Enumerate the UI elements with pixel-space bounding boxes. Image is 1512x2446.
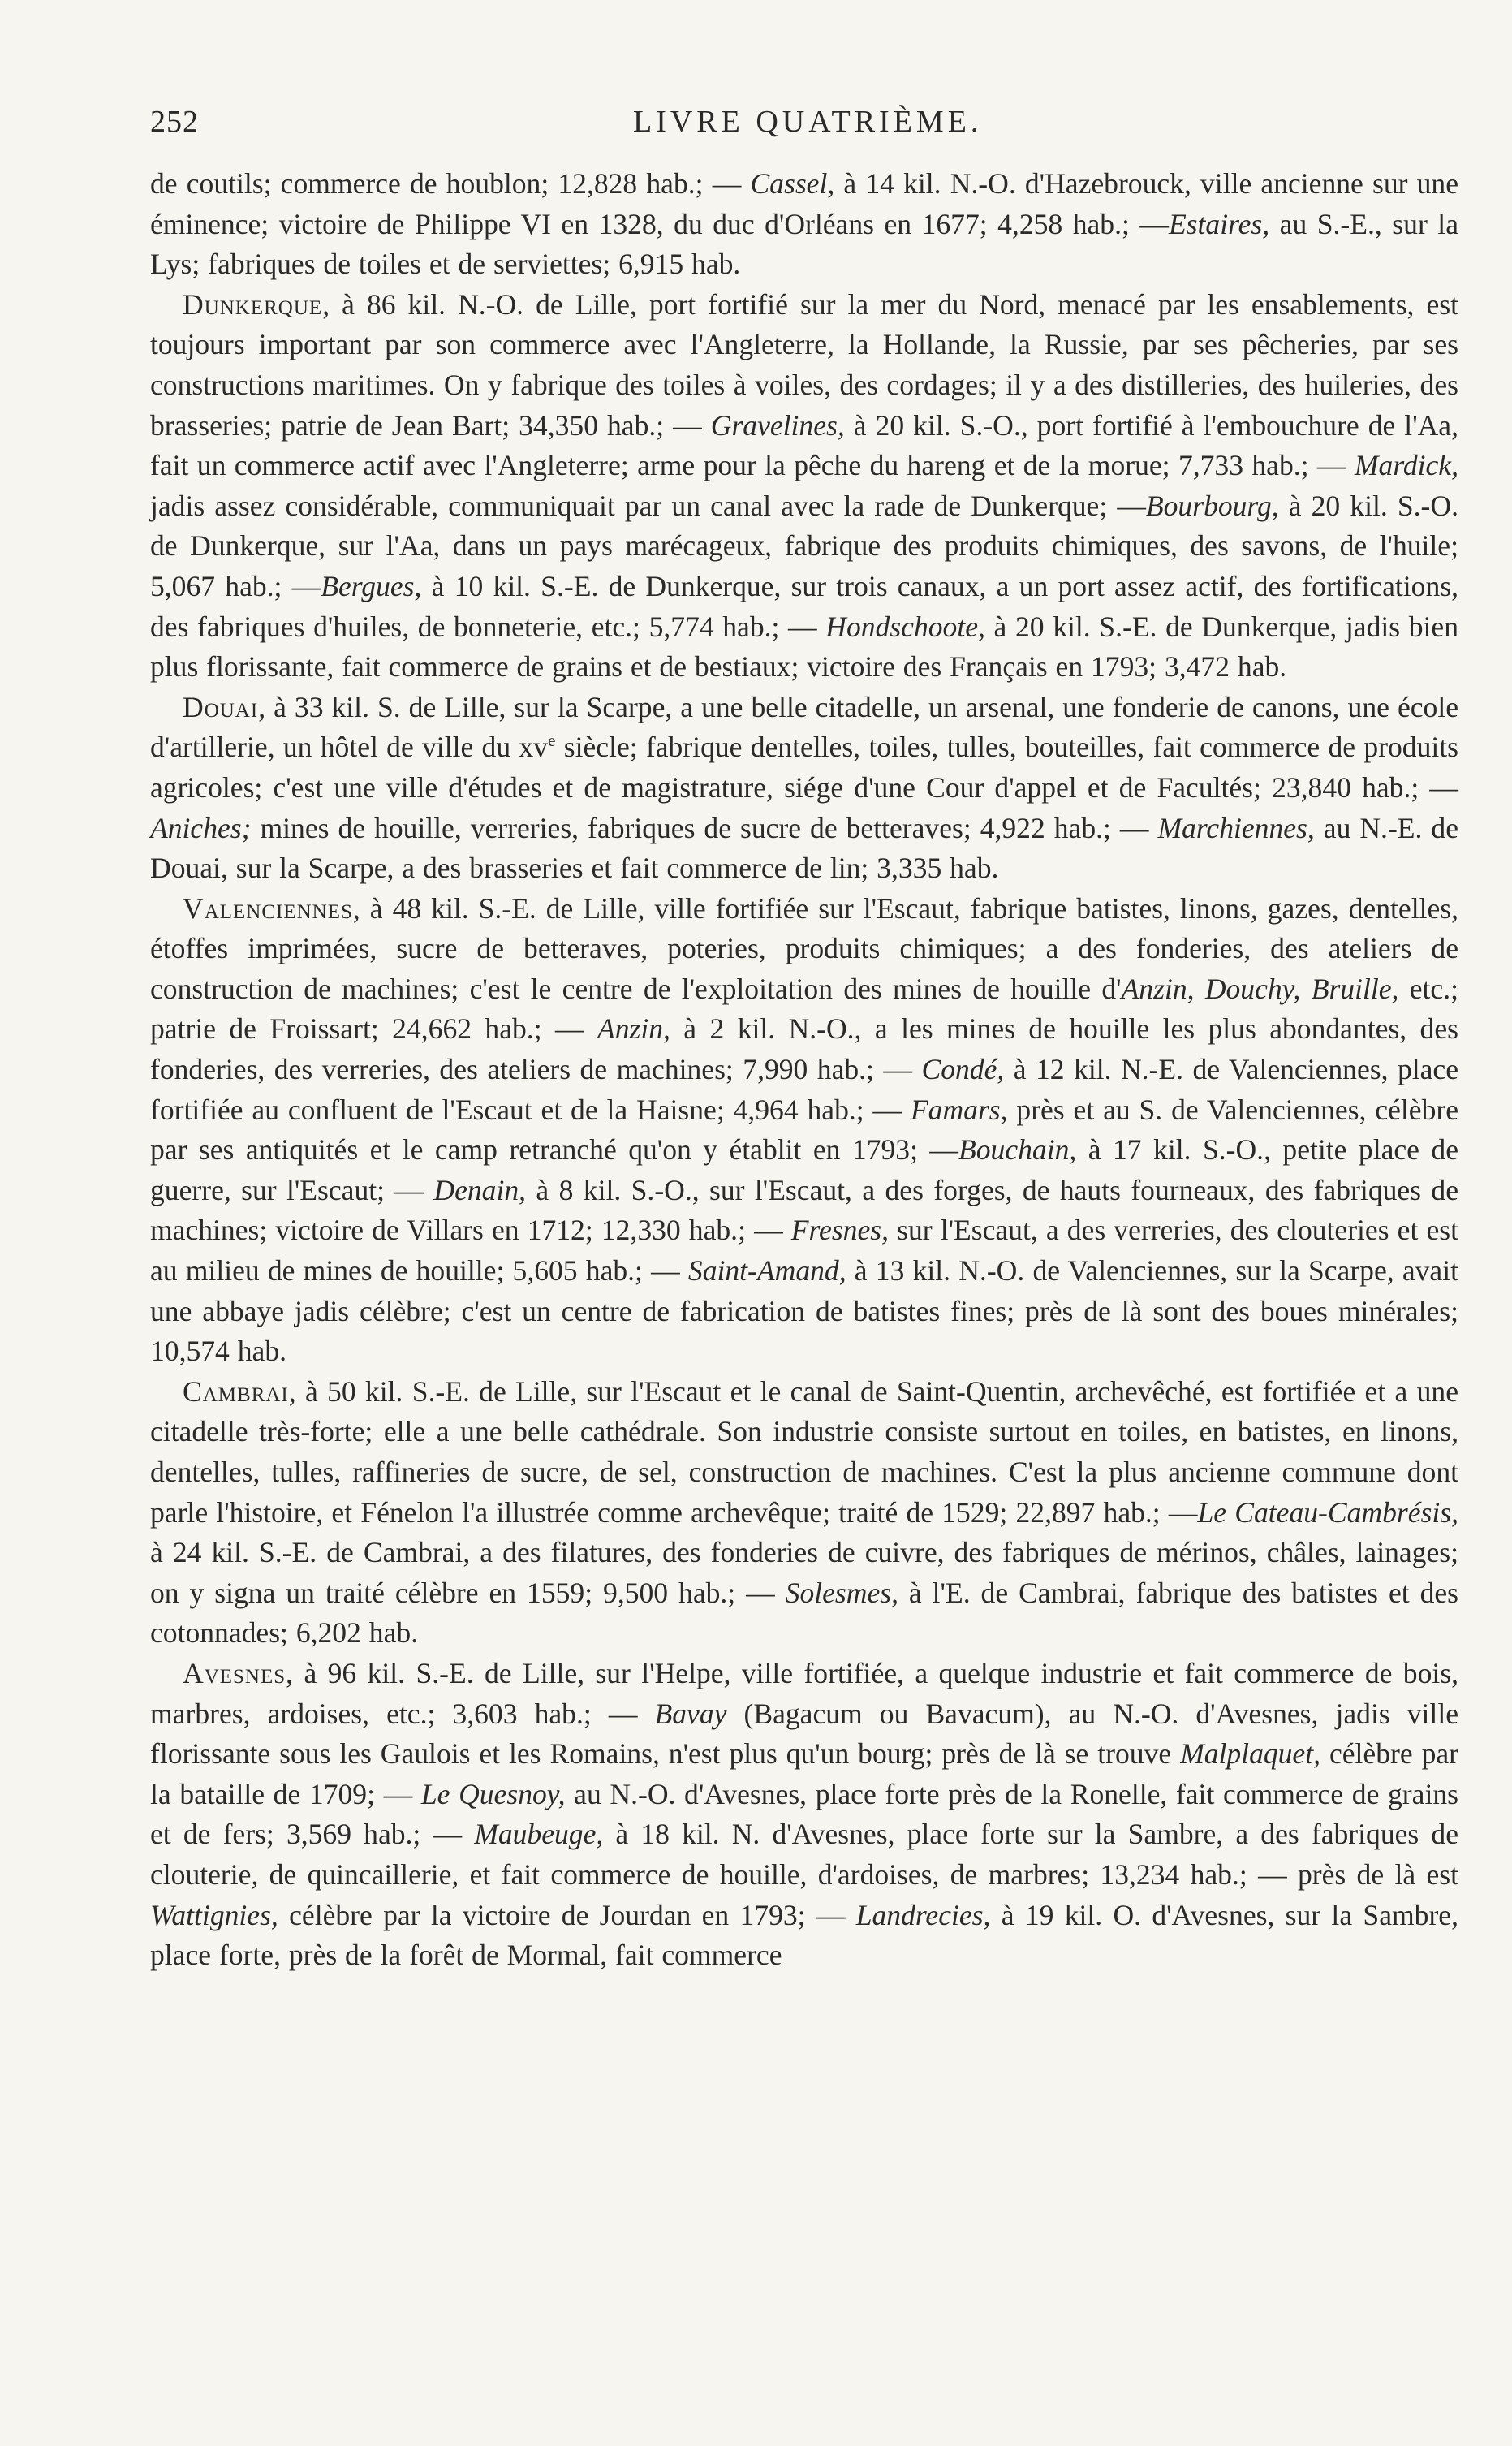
place-name: Bouchain, — [958, 1133, 1077, 1167]
place-name: Fresnes, — [790, 1214, 889, 1247]
page-number: 252 — [150, 105, 199, 139]
place-name: Aniches; — [150, 811, 252, 844]
text-run: sur l'Escaut, a des verreries, des clouteries et est au milieu de mines de houille; 5,605 hab.; — — [150, 1214, 1458, 1288]
text-run: célèbre par la victoire de Jourdan en 1793; — — [278, 1898, 856, 1931]
text-run: à 8 kil. S.-O., sur l'Escaut, a des forges, de hauts fourneaux, des fabriques de machines; victoire de Villars en 1712; 12,330 hab.; — — [150, 1173, 1458, 1247]
paragraph — [150, 285, 1458, 688]
place-name: Anzin, — [597, 1012, 670, 1046]
text-run: à l'E. de Cambrai, fabrique des batistes et des cotonnades; 6,202 hab. — [150, 1576, 1458, 1650]
text-run: jadis assez considérable, communiquait par un canal avec la rade de Dunkerque; — — [150, 489, 1146, 522]
place-name: Landrecies, — [855, 1898, 991, 1931]
text-run: à 2 kil. N.-O., a les mines de houille les plus abondantes, des fonderies, des verreries, des ateliers de machines; 7,990 hab.; — — [150, 1012, 1458, 1086]
entry-heading: Avesnes — [183, 1656, 286, 1689]
superscript: e — [547, 731, 556, 751]
text-run: à 18 kil. N. d'Avesnes, place forte sur la Sambre, a des fabriques de clouterie, de quincaillerie, et fait commerce de houille, d'ardoises, de marbres; 13,234 hab.; — près de là est — [150, 1818, 1458, 1891]
text-run: au N.-E. de Douai, sur la Scarpe, a des brasseries et fait commerce de lin; 3,335 hab. — [150, 811, 1458, 885]
paragraph — [150, 889, 1458, 1372]
place-name: Denain, — [433, 1173, 527, 1206]
text-run: , à 86 kil. N.-O. de Lille, port fortifié sur la mer du Nord, menacé par les ensablements, est toujours important par son commerce avec l'Angleterre, la Hollande, la Russie, par ses pêcheries, par ses constructions maritimes. On y fabrique des toiles à voiles, des cordages; il y a des distilleries, des huileries, des brasseries; patrie de Jean Bart; 34,350 hab.; — — [150, 287, 1458, 442]
text-run: etc.; patrie de Froissart; 24,662 hab.; — — [150, 972, 1458, 1046]
text-run: à 24 kil. S.-E. de Cambrai, a des filatures, des fonderies de cuivre, des fabriques de mérinos, châles, lainages; on y signa un traité célèbre en 1559; 9,500 hab.; — — [150, 1536, 1458, 1609]
place-name: Mardick, — [1354, 449, 1458, 482]
text-run: à 12 kil. N.-E. de Valenciennes, place fortifiée au confluent de l'Escaut et de la Haisne; 4,964 hab.; — — [150, 1053, 1459, 1126]
text-run: , à 48 kil. S.-E. de Lille, ville fortifiée sur l'Escaut, fabrique batistes, linons, gazes, dentelles, étoffes imprimées, sucre de betteraves, poteries, produits chimiques; a des fonderies, des ateliers de construction de machines; c'est le centre de l'exploitation des mines de houille d' — [150, 891, 1458, 1005]
text-run: siècle; fabrique dentelles, toiles, tulles, bouteilles, fait commerce de produits agricoles; c'est une ville d'études et de magistrature, siége d'une Cour d'appel et de Facultés; 23,840 hab.; — — [150, 731, 1458, 804]
text-run: à 17 kil. S.-O., petite place de guerre, sur l'Escaut; — — [150, 1133, 1459, 1206]
place-name: Maubeuge, — [474, 1818, 604, 1851]
place-name: Malplaquet, — [1180, 1737, 1321, 1771]
place-name: Saint-Amand, — [687, 1254, 846, 1288]
place-name: Le Quesnoy, — [420, 1777, 566, 1810]
place-name: Solesmes, — [785, 1576, 898, 1609]
text-run: au S.-E., sur la Lys; fabriques de toiles et de serviettes; 6,915 hab. — [150, 207, 1458, 281]
text-run: à 20 kil. S.-E. de Dunkerque, jadis bien plus florissante, fait commerce de grains et de bestiaux; victoire des Français en 1793; 3,472 hab. — [150, 610, 1458, 684]
text-run: célèbre par la bataille de 1709; — — [150, 1737, 1458, 1810]
text-run: à 20 kil. S.-O. de Dunkerque, sur l'Aa, dans un pays marécageux, fabrique des produits chimiques, des savons, de l'huile; 5,067 hab.; — — [150, 489, 1458, 602]
place-name: Gravelines, — [710, 408, 845, 442]
paragraph — [150, 1654, 1458, 1976]
paragraph — [150, 164, 1458, 285]
place-name: Bourbourg, — [1145, 489, 1279, 522]
place-name: Marchiennes, — [1157, 811, 1315, 844]
paragraph — [150, 688, 1458, 889]
text-run: à 13 kil. N.-O. de Valenciennes, sur la Scarpe, avait une abbaye jadis célèbre; c'est un centre de fabrication de batistes fines; près de là sont des boues minérales; 10,574 hab. — [150, 1254, 1458, 1368]
page-header — [150, 104, 1512, 153]
text-run: à 19 kil. O. d'Avesnes, sur la Sambre, place forte, près de la forêt de Mormal, fait commerce — [150, 1898, 1458, 1972]
place-name: Famars, — [910, 1093, 1008, 1126]
text-run: à 20 kil. S.-O., port fortifié à l'embouchure de l'Aa, fait un commerce actif avec l'Angleterre; arme pour la pêche du hareng et de la morue; 7,733 hab.; — — [150, 408, 1458, 482]
text-run: , à 33 kil. S. de Lille, sur la Scarpe, a une belle citadelle, un arsenal, une fonderie de canons, une école d'artillerie, un hôtel de ville du xv — [150, 690, 1458, 764]
place-name: Le Cateau-Cambrésis, — [1197, 1495, 1458, 1529]
place-name: Cassel, — [750, 167, 835, 200]
entry-heading: Valenciennes — [183, 891, 353, 925]
place-name: Bergues, — [321, 569, 422, 602]
place-name: Anzin, Douchy, Bruille, — [1121, 972, 1399, 1005]
body-text — [150, 164, 1458, 1976]
running-head: LIVRE QUATRIÈME. — [633, 105, 983, 139]
place-name: Hondschoote, — [825, 610, 985, 643]
text-run: près et au S. de Valenciennes, célèbre par ses antiquités et le camp retranché qu'on y établit en 1793; — — [150, 1093, 1458, 1167]
text-run: mines de houille, verreries, fabriques de sucre de betteraves; 4,922 hab.; — — [251, 811, 1158, 844]
place-name: Wattignies, — [150, 1898, 278, 1931]
text-run: (Bagacum ou Bavacum), au N.-O. d'Avesnes, jadis ville florissante sous les Gaulois et les Romains, n'est plus qu'un bourg; près de là se trouve — [150, 1697, 1458, 1771]
place-name: Bavay — [654, 1697, 727, 1730]
text-run: , à 96 kil. S.-E. de Lille, sur l'Helpe, ville fortifiée, a quelque industrie et fait commerce de bois, marbres, ardoises, etc.; 3,603 hab.; — — [150, 1656, 1458, 1730]
place-name: Estaires, — [1168, 207, 1270, 240]
paragraph — [150, 1372, 1458, 1654]
text-run: au N.-O. d'Avesnes, place forte près de la Ronelle, fait commerce de grains et de fers; 3,569 hab.; — — [150, 1777, 1458, 1851]
entry-heading: Cambrai — [183, 1374, 289, 1408]
text-run: , à 50 kil. S.-E. de Lille, sur l'Escaut et le canal de Saint-Quentin, archevêché, est fortifiée et a une citadelle très-forte; elle a une belle cathédrale. Son industrie consiste surtout en toiles, en batistes, en linons, dentelles, tulles, raffineries de sucre, de sel, construction de machines. C'est la plus ancienne commune dont parle l'histoire, et Fénelon l'a illustrée comme archevêque; traité de 1529; 22,897 hab.; — — [150, 1374, 1458, 1529]
entry-heading: Dunkerque — [183, 287, 323, 321]
text-run: à 14 kil. N.-O. d'Hazebrouck, ville ancienne sur une éminence; victoire de Philippe VI en 1328, du duc d'Orléans en 1677; 4,258 hab.; — — [150, 167, 1459, 240]
place-name: Condé, — [921, 1053, 1005, 1086]
text-run: de coutils; commerce de houblon; 12,828 hab.; — — [150, 167, 751, 200]
text-run: à 10 kil. S.-E. de Dunkerque, sur trois canaux, a un port assez actif, des fortifications, des fabriques d'huiles, de bonneterie, etc.; 5,774 hab.; — — [150, 569, 1458, 643]
entry-heading: Douai — [183, 690, 259, 723]
